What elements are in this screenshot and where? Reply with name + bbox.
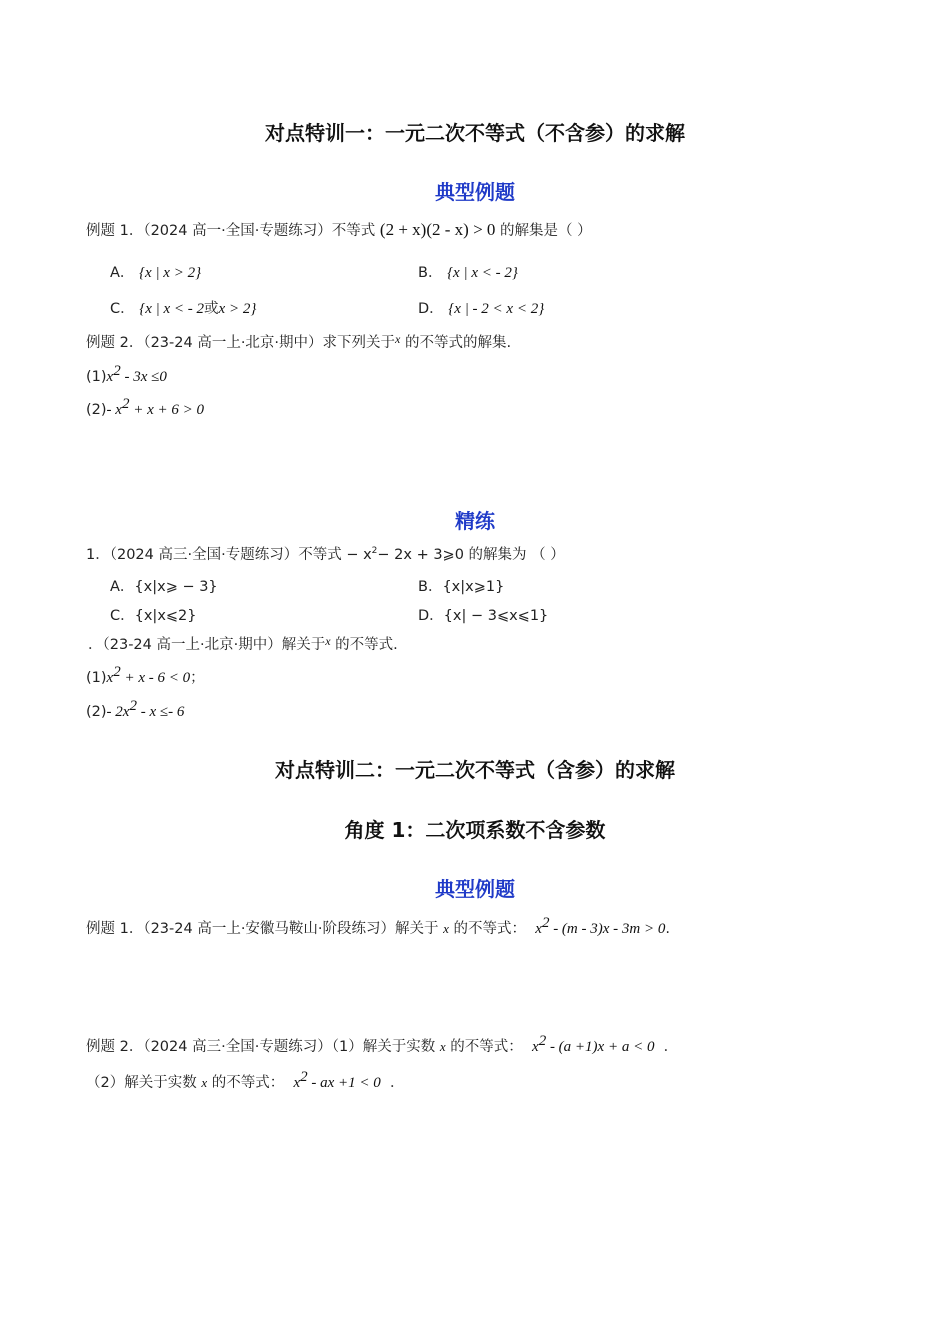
s2-ex2-line2 [86,1069,405,1092]
s1-ex2-suffix: 的不等式的解集. [404,335,512,351]
s2-ex1-prefix: 例题 1．（23-24 高一上·安徽马鞍山·阶段练习）解关于 [86,921,439,937]
option-c-label: C． [110,301,135,317]
part2-math-a: - x [106,402,122,418]
option-a-math: {x | x > 2} [139,265,202,281]
option-c-math1: {x | x < - 2 [139,301,205,317]
section2-subtitle: 角度 1：二次项系数不含参数 [344,818,606,842]
option-a-label: A． [110,265,135,281]
s2-ex1-mid: 的不等式： [453,921,527,937]
s1-practice2 [88,633,398,654]
option-b-math: {x | x < - 2} [447,265,518,281]
s2-ex2-line2-prefix: （2）解关于实数 [86,1075,197,1091]
part2-label: (2) [86,402,107,418]
s2-example2 [86,1033,678,1056]
s1-ex1-option-b [418,261,518,282]
s1-ex2-part1 [86,363,167,386]
s1-practice1 [86,543,565,564]
s2-ex1-math-b: - (m - 3)x - 3m > 0 [549,921,666,937]
s1-ex1-option-c [110,297,256,318]
s2-ex2-line2-math-a: x [293,1075,301,1091]
pr1-math-b: − 2x + 3⩾0 [377,547,464,563]
s1-ex2-var: x [395,332,401,346]
pr2-part2-label: (2) [86,704,107,720]
section1-example-heading: 典型例题 [435,180,515,204]
pr2-part1-label: (1) [86,670,107,686]
pr1-math-a: − x [346,547,372,563]
pr1-option-d: D．{x| − 3⩽x⩽1} [418,608,549,624]
pr2-part2-math-a: - 2x [106,704,130,720]
pr2-part2 [86,698,184,721]
s2-ex2-math-a: x [532,1039,539,1055]
s2-ex2-sup: 2 [538,1033,547,1049]
pr1-prefix: 1．（2024 高三·全国·专题练习）不等式 [86,547,342,563]
part1-math-a: x [106,369,114,385]
part1-sup: 2 [113,363,121,379]
s2-ex2-line2-math-b: - ax +1 < 0 [307,1075,381,1091]
s1-ex1-option-a [110,261,201,282]
section2-example-heading: 典型例题 [435,877,515,901]
pr2-suffix: 的不等式. [335,637,398,653]
s1-ex2-part2 [86,396,204,419]
pr2-part1-math-a: x [106,670,114,686]
s1-ex2-prefix: 例题 2．（23-24 高一上·北京·期中）求下列关于 [86,335,396,351]
s1-ex1-math: (2 + x)(2 - x) > 0 [379,220,496,239]
s2-ex2-line2-mid: 的不等式： [211,1075,285,1091]
option-d-math: {x | - 2 < x < 2} [448,301,545,317]
option-d-label: D． [418,301,444,317]
pr2-prefix: ．（23-24 高一上·北京·期中）解关于 [88,637,326,653]
pr1-option-a: A．{x|x⩾ − 3} [110,579,218,595]
pr1-sup: 2 [371,546,378,556]
pr2-part1-math-b: + x - 6 < 0 [120,670,191,686]
s2-ex2-line2-var: x [201,1075,208,1090]
pr2-part1-end: ； [190,670,205,686]
s1-example2 [86,331,511,352]
s1-ex1-suffix: 的解集是（ ） [500,223,592,239]
s2-ex2-math-b: - (a +1)x + a < 0 [546,1039,655,1055]
pr1-suffix: 的解集为 （ ） [468,547,565,563]
part2-math-b: + x + 6 > 0 [129,402,204,418]
part2-sup: 2 [121,396,130,412]
s2-ex1-end: . [665,921,670,937]
s1-ex1-prefix: 例题 1．（2024 高一·全国·专题练习）不等式 [86,223,376,239]
s2-example1 [86,915,670,938]
s2-ex2-mid: 的不等式： [450,1039,523,1055]
pr1-option-c: C．{x|x⩽2} [110,608,197,624]
part1-math-b: - 3x ≤0 [120,369,167,385]
option-b-label: B． [418,265,443,281]
section2-title: 对点特训二：一元二次不等式（含参）的求解 [275,758,675,782]
section1-title: 对点特训一：一元二次不等式（不含参）的求解 [265,121,685,145]
pr2-part2-sup: 2 [129,698,137,714]
s2-ex2-end: ． [663,1039,679,1055]
pr2-var: x [325,634,331,648]
option-c-or: 或 [204,301,219,317]
pr2-part1 [86,664,205,687]
s2-ex1-sup: 2 [541,915,550,931]
pr2-part1-sup: 2 [113,664,121,680]
pr2-part2-math-b: - x ≤- 6 [136,704,185,720]
s2-ex2-prefix: 例题 2．（2024 高三·全国·专题练习）（1）解关于实数 [86,1039,436,1055]
section1-practice-heading: 精练 [455,509,495,533]
s2-ex1-math-a: x [535,921,542,937]
s2-ex1-var: x [443,921,449,936]
s1-ex1-option-d [418,297,544,318]
option-c-math2: x > 2} [218,301,257,317]
s1-example1 [86,219,592,240]
pr1-option-b: B．{x|x⩾1} [418,579,505,595]
s2-ex2-line2-sup: 2 [300,1069,308,1085]
part1-label: (1) [86,369,107,385]
s2-ex2-var: x [439,1039,446,1054]
s2-ex2-line2-end: ． [390,1075,405,1091]
